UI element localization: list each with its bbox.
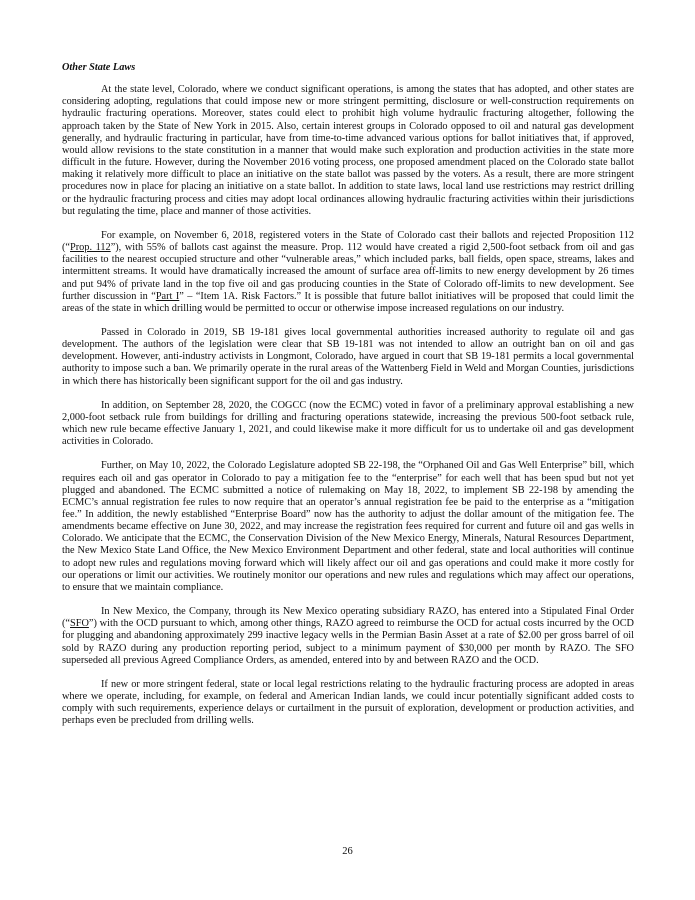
- document-page: [62, 62, 634, 740]
- paragraph-prop-112: [62, 230, 634, 315]
- paragraph-text: In New Mexico, the Company, through its New Mexico operating subsidiary RAZO, has entered into a Stipulated Final Order (“: [62, 606, 634, 630]
- page-number: 26: [342, 846, 353, 857]
- sfo-defined-term: SFO: [70, 618, 89, 630]
- paragraph-sb-19-181: Passed in Colorado in 2019, SB 19-181 gives local governmental authorities increased authority to regulate oil and gas development. The authors of the legislation were clear that SB 19-181 was not intended to allow an outright ban on oil and gas development. However, anti-industry activists in Longmont, Colorado, have argued in court that SB 19-181 permits a local governmental authority to impose such a ban. We primarily operate in the rural areas of the Wattenberg Field in Weld and Morgan Counties, jurisdictions in which there has historically been significant support for the oil and gas industry.: [62, 326, 634, 387]
- paragraph-new-mexico-sfo: [62, 606, 634, 667]
- paragraph-text: ”), with 55% of ballots cast against the measure. Prop. 112 would have created a rigid 2,500-foot setback from oil and gas facilities to the nearest occupied structure and other “vulnerable areas,” which included parks, ball fields, open space, streams, lakes and intermittent streams. It would have dramatically increased the amount of surface area off-limits to new energy development by 26 times and put 94% of private land in the top five oil and gas producing counties in the State of Colorado off-limits to new development. See further discussion in “: [62, 242, 634, 302]
- paragraph-text: ”) with the OCD pursuant to which, among other things, RAZO agreed to reimburse the OCD for actual costs incurred by the OCD for plugging and abandoning approximately 299 inactive legacy wells in the Permian Basin Asset at a rate of $2.00 per gross barrel of oil sold by RAZO during any production reporting period, subject to a minimum payment of $30,000 per month by RAZO. The SFO superseded all previous Agreed Compliance Orders, as amended, entered into by and between RAZO and the OCD.: [62, 618, 634, 666]
- part-i-link[interactable]: Part I: [155, 290, 180, 302]
- section-heading: Other State Laws: [62, 62, 136, 73]
- paragraph-state-level: At the state level, Colorado, where we conduct significant operations, is among the states that has adopted, and other states are considering adopting, regulations that could impose new or more stringent permitting, disclosure or well-construction requirements on hydraulic fracturing operations. Moreover, states could elect to prohibit high volume hydraulic fracturing altogether, following the approach taken by the State of New York in 2015. Also, certain interest groups in Colorado opposed to oil and natural gas development generally, and hydraulic fracturing in particular, have from time-to-time advanced various options for ballot initiatives that, if approved, would allow revisions to the state constitution in a manner that would make such exploration and production activities in the state more difficult in the future. However, during the November 2016 voting process, one proposed amendment placed on the Colorado state ballot making it relatively more difficult to place an initiative on the state ballot was passed by the voters. As a result, there are more stringent procedures now in place for placing an initiative on a state ballot. In addition to state laws, local land use restrictions may restrict drilling or the hydraulic fracturing process and cities may adopt local ordinances allowing hydraulic fracturing activities within their jurisdictions but regulating the time, place and manner of those activities.: [62, 84, 634, 217]
- prop-112-defined-term: Prop. 112: [70, 242, 111, 254]
- paragraph-federal-restrictions: If new or more stringent federal, state or local legal restrictions relating to the hydraulic fracturing process are adopted in areas where we operate, including, for example, on federal and American Indian lands, we could incur potentially significant added costs to comply with such requirements, experience delays or curtailment in the pursuit of exploration, development or production activities, and perhaps even be precluded from drilling wells.: [62, 678, 634, 727]
- paragraph-text: ” – “Item 1A. Risk Factors.” It is possible that future ballot initiatives will be proposed that could limit the areas of the state in which drilling would be permitted to occur or otherwise impose increased regulations on our industry.: [62, 290, 634, 314]
- paragraph-sb-22-198: Further, on May 10, 2022, the Colorado Legislature adopted SB 22-198, the “Orphaned Oil and Gas Well Enterprise” bill, which requires each oil and gas operator in Colorado to pay a mitigation fee to the “enterprise” for each well that has been spud but not yet plugged and abandoned. The ECMC submitted a notice of rulemaking on May 18, 2022, to implement SB 22-198 by amending the ECMC’s annual registration fee rules to now require that an operator’s annual registration fee be paid to the enterprise as a “mitigation fee.” In addition, the newly established “Enterprise Board” now has the authority to adjust the dollar amount of the mitigation fee. The amendments became effective on June 30, 2022, and may increase the registration fees required for current and future oil and gas wells in Colorado. We anticipate that the ECMC, the Conservation Division of the New Mexico Energy, Minerals, Natural Resources Department, the New Mexico State Land Office, the New Mexico Environment Department and other federal, state and local authorities will continue to adopt new rules and regulations moving forward which will likely affect our oil and gas operations and could make it more costly for our operations or limit our activities. We routinely monitor our operations and new rules and regulations which may affect our operations, to ensure that we maintain compliance.: [62, 460, 634, 593]
- paragraph-text: For example, on November 6, 2018, registered voters in the State of Colorado cast their ballots and rejected Proposition 112 (“: [62, 229, 634, 254]
- paragraph-cogcc-setback: In addition, on September 28, 2020, the COGCC (now the ECMC) voted in favor of a preliminary approval establishing a new 2,000-foot setback rule from buildings for drilling and fracturing operations statewide, increasing the previous 500-foot setback rule, which new rule became effective January 1, 2021, and could likewise make it more difficult for us to undertake oil and gas development activities in Colorado.: [62, 399, 634, 448]
